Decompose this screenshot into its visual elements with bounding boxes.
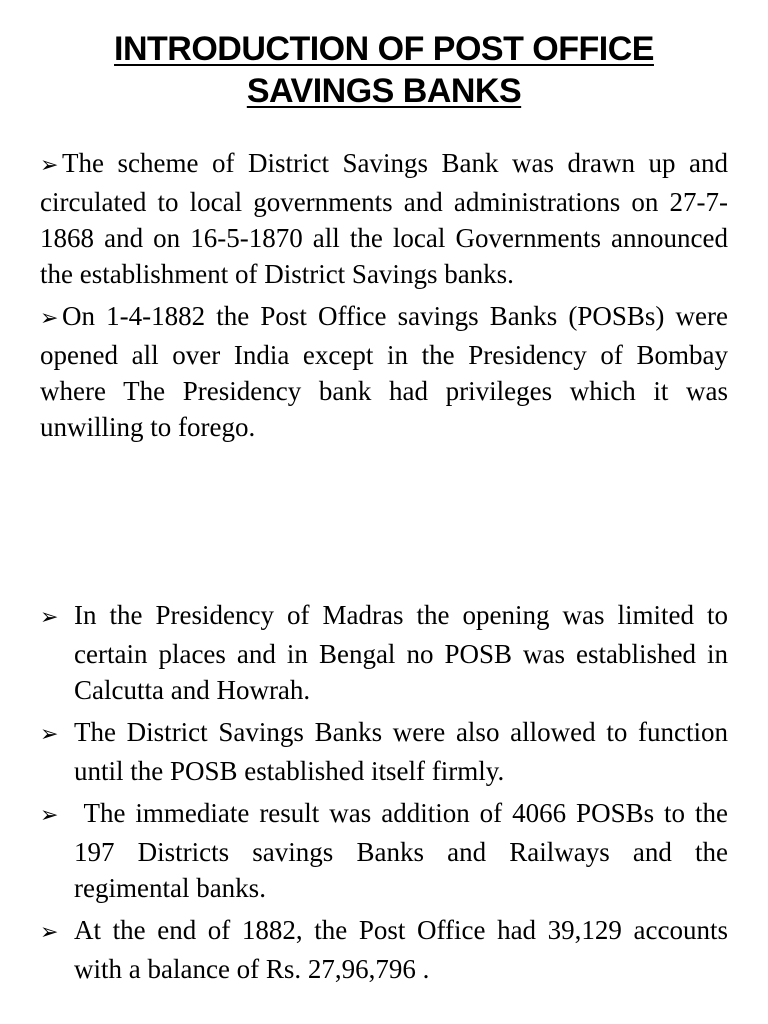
arrowhead-bullet-icon: ➢	[40, 605, 59, 630]
bullet-item	[40, 298, 728, 445]
bullet-text: The scheme of District Savings Bank was drawn up and circulated to local governments and administrations on 27-7-1868 and on 16-5-1870 all the local Governments announced the establishment of District Savings banks.	[40, 148, 728, 289]
bullet-item	[40, 714, 728, 789]
bullet-item	[40, 795, 728, 906]
bullet-item	[40, 145, 728, 292]
arrowhead-bullet-icon: ➢	[40, 306, 59, 331]
bullet-list-bottom	[40, 597, 728, 993]
arrowhead-bullet-icon: ➢	[40, 153, 59, 178]
arrowhead-bullet-icon: ➢	[40, 803, 59, 828]
bullet-text: The immediate result was addition of 4066 POSBs to the 197 Districts savings Banks and Railways and the regimental banks.	[74, 798, 728, 903]
bullet-text: On 1-4-1882 the Post Office savings Banks (POSBs) were opened all over India except in the Presidency of Bombay where The Presidency bank had privileges which it was unwilling to forego.	[40, 301, 728, 442]
page-title	[40, 28, 728, 112]
bullet-text: At the end of 1882, the Post Office had 39,129 accounts with a balance of Rs. 27,96,796 .	[74, 915, 728, 984]
arrowhead-bullet-icon: ➢	[40, 722, 59, 747]
bullet-text: The District Savings Banks were also allowed to function until the POSB established itself firmly.	[74, 717, 728, 786]
bullet-item	[40, 912, 728, 987]
title-line-2: SAVINGS BANKS	[246, 72, 522, 110]
bullet-text: In the Presidency of Madras the opening was limited to certain places and in Bengal no POSB was established in Calcutta and Howrah.	[74, 600, 728, 705]
bullet-item	[40, 597, 728, 708]
title-line-1: INTRODUCTION OF POST OFFICE	[114, 30, 654, 68]
bullet-list-top	[40, 145, 728, 451]
arrowhead-bullet-icon: ➢	[40, 920, 59, 945]
